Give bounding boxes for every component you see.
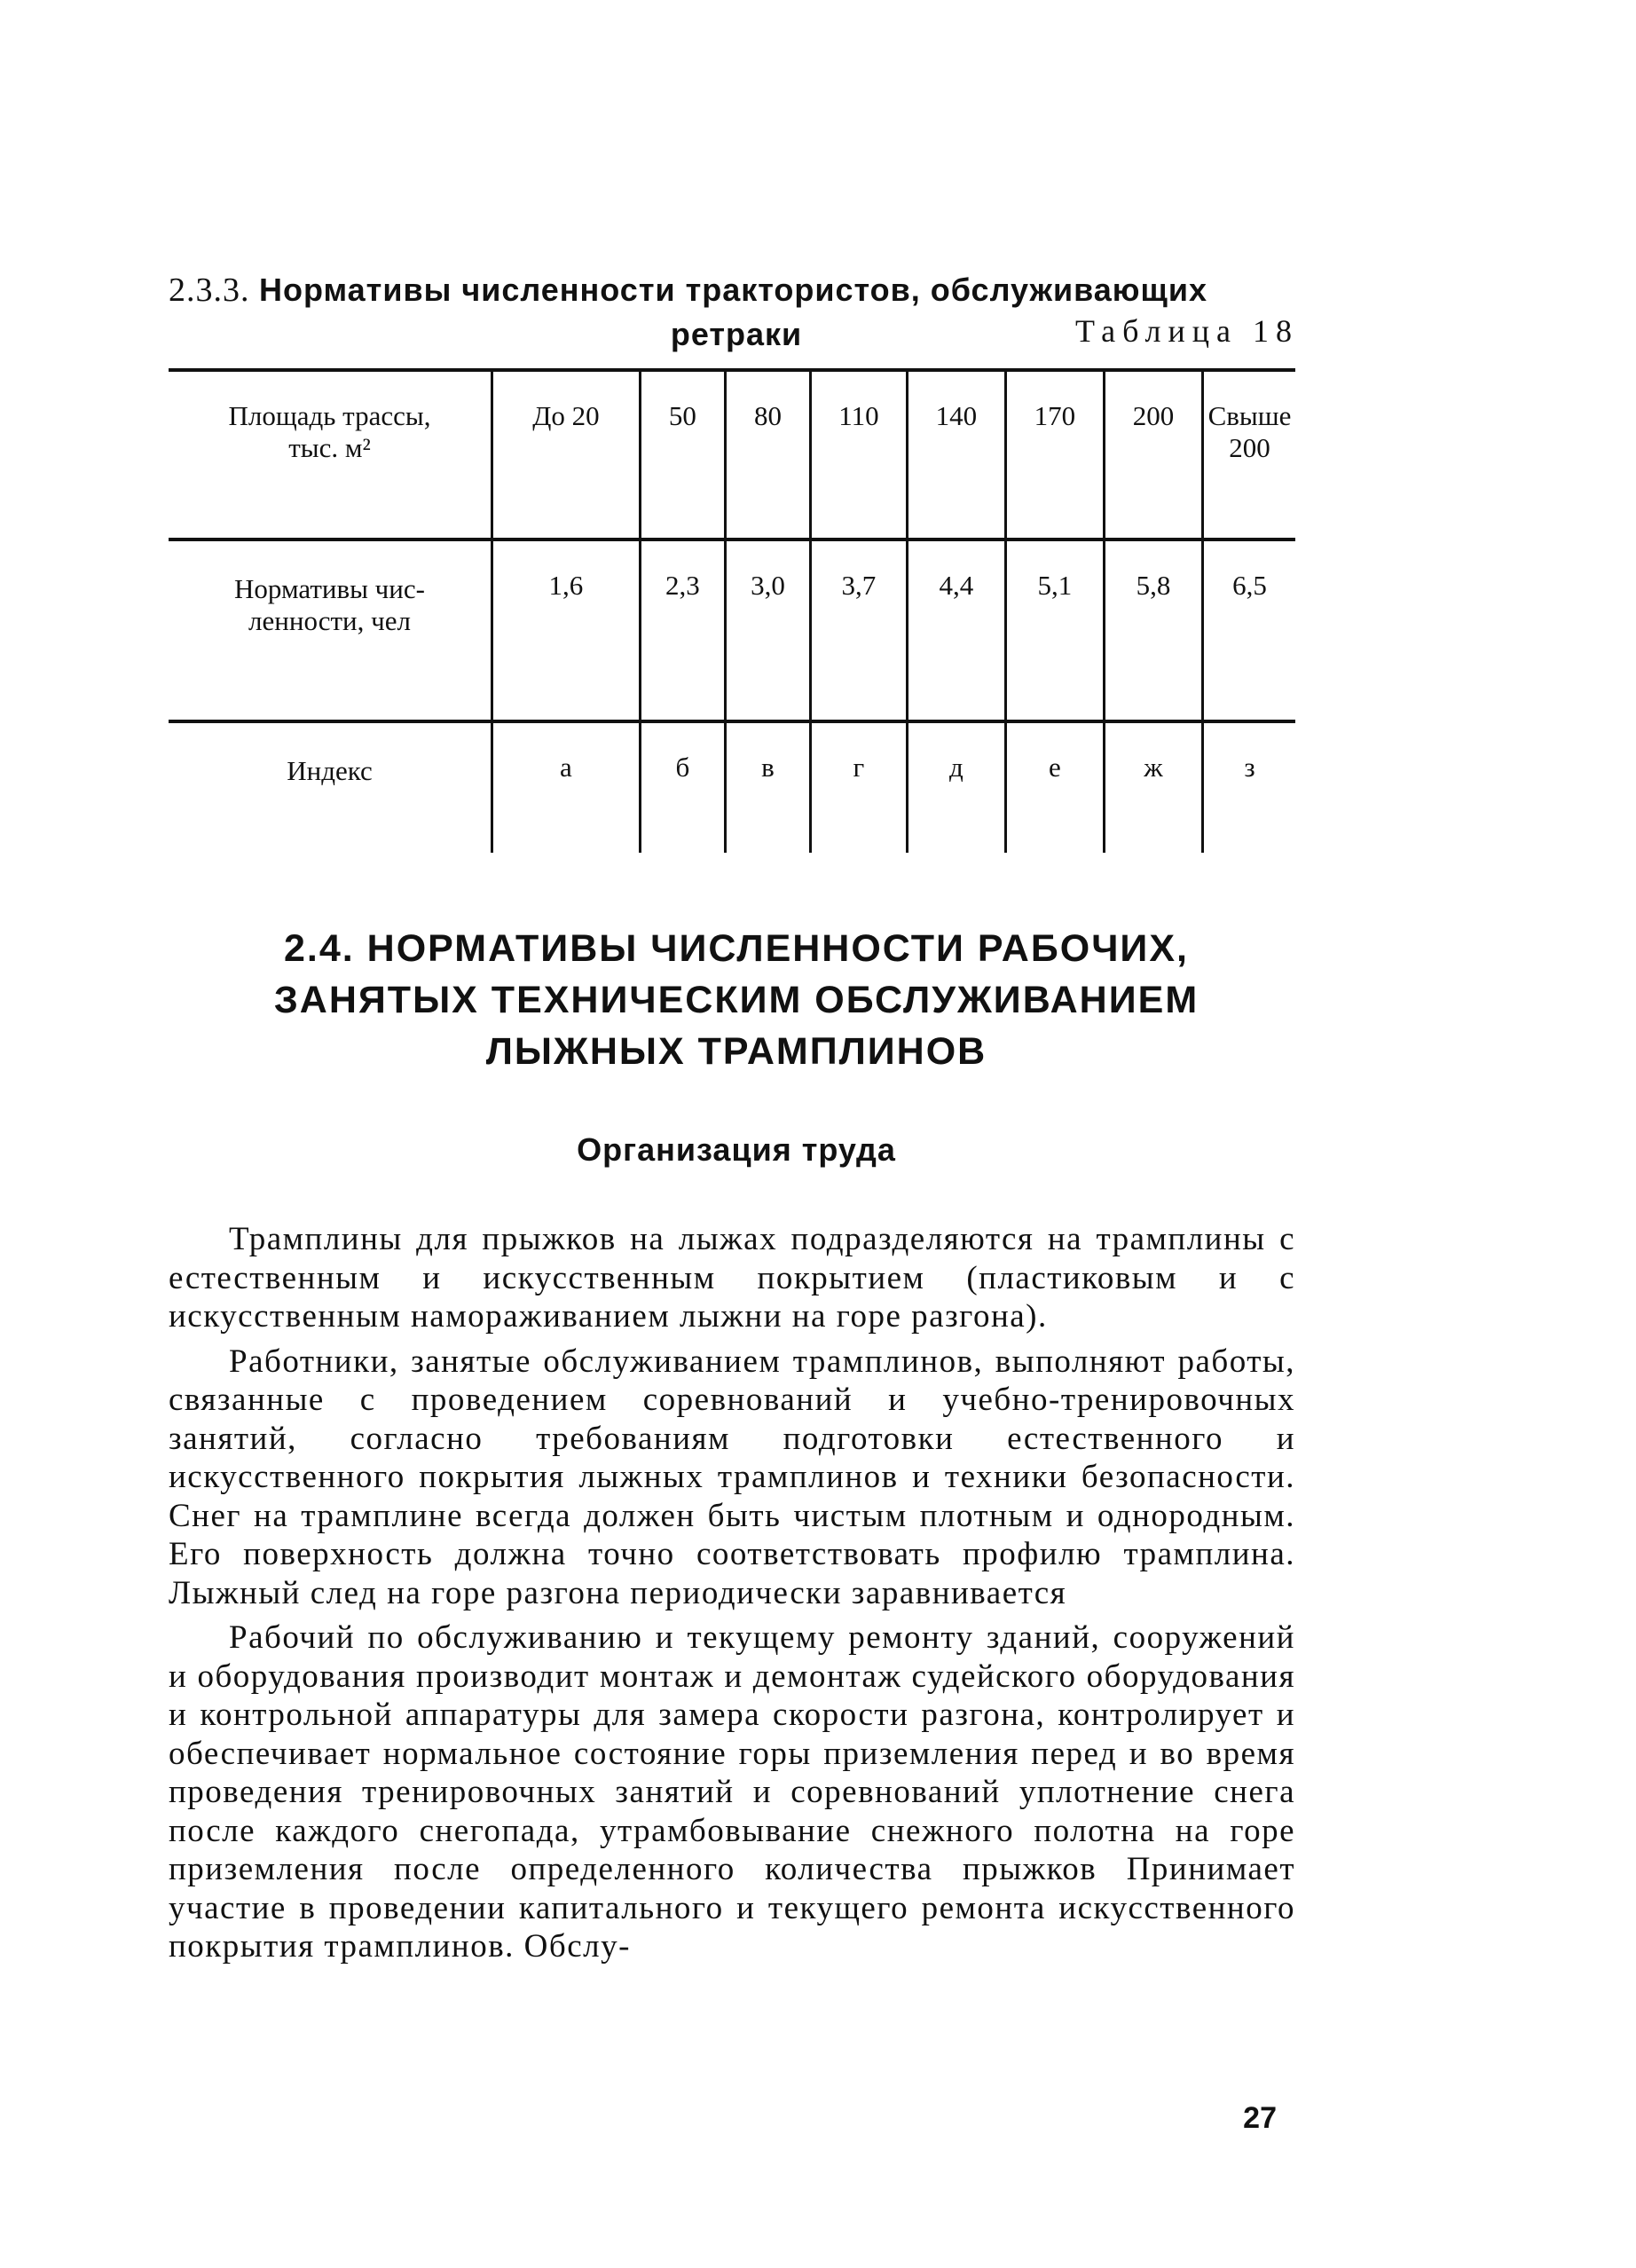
table-cell: До 20 bbox=[492, 370, 641, 539]
table-cell: 140 bbox=[907, 370, 1005, 539]
table-cell: а bbox=[492, 721, 641, 853]
table-cell: 50 bbox=[640, 370, 725, 539]
table-cell: Свыше 200 bbox=[1203, 370, 1296, 539]
row-header-line: Индекс bbox=[287, 755, 373, 786]
table-cell: б bbox=[640, 721, 725, 853]
body-text bbox=[169, 1220, 1295, 1973]
section-number: 2.3.3. bbox=[169, 272, 250, 309]
table-cell: 1,6 bbox=[492, 539, 641, 721]
table-cell: 6,5 bbox=[1203, 539, 1296, 721]
section-title-line1: Нормативы численности трактористов, обслуживающих bbox=[259, 272, 1208, 308]
row-header bbox=[169, 539, 492, 721]
table-cell: 110 bbox=[810, 370, 907, 539]
table-cell: г bbox=[810, 721, 907, 853]
row-header-line: тыс. м² bbox=[288, 432, 371, 463]
table-caption: Таблица 18 bbox=[1075, 313, 1299, 349]
table-row bbox=[169, 539, 1295, 721]
table-cell: 4,4 bbox=[907, 539, 1005, 721]
table-cell: е bbox=[1005, 721, 1104, 853]
table-cell: 5,1 bbox=[1005, 539, 1104, 721]
row-header bbox=[169, 370, 492, 539]
chapter-heading-line3: ЛЫЖНЫХ ТРАМПЛИНОВ bbox=[485, 1030, 987, 1073]
table-cell: 3,0 bbox=[725, 539, 810, 721]
table-cell: 200 bbox=[1104, 370, 1202, 539]
table-cell: 170 bbox=[1005, 370, 1104, 539]
row-header bbox=[169, 721, 492, 853]
table-cell: 5,8 bbox=[1104, 539, 1202, 721]
table-cell: 3,7 bbox=[810, 539, 907, 721]
row-header-line: ленности, чел bbox=[248, 605, 411, 636]
section-title-line2: ретраки bbox=[670, 316, 803, 352]
page-number: 27 bbox=[1243, 2101, 1277, 2135]
chapter-heading-line1: 2.4. НОРМАТИВЫ ЧИСЛЕННОСТИ РАБОЧИХ, bbox=[284, 927, 1189, 970]
table-row bbox=[169, 721, 1295, 853]
table-cell: 80 bbox=[725, 370, 810, 539]
table-cell: в bbox=[725, 721, 810, 853]
chapter-heading-line2: ЗАНЯТЫХ ТЕХНИЧЕСКИМ ОБСЛУЖИВАНИЕМ bbox=[273, 979, 1199, 1021]
table-cell: 2,3 bbox=[640, 539, 725, 721]
paragraph: Рабочий по обслуживанию и текущему ремонту зданий, сооружений и оборудования производит монтаж и демонтаж судейского оборудования и контрольной аппаратуры для замера скорости разгона, контролирует и обеспечивает нормальное состояние горы приземления перед и во время проведения тренировочных занятий и соревнований уплотнение снега после каждого снегопада, утрамбовывание снежного полотна на горе приземления после определенного количества прыжков Принимает участие в проведении капитального и текущего ремонта искусственного покрытия трамплинов. Обслу- bbox=[169, 1619, 1295, 1965]
norms-table bbox=[169, 368, 1295, 853]
row-header-line: Нормативы чис- bbox=[234, 573, 425, 604]
table-row bbox=[169, 370, 1295, 539]
table-cell: з bbox=[1203, 721, 1296, 853]
chapter-heading bbox=[169, 923, 1304, 1077]
paragraph: Трамплины для прыжков на лыжах подразделяются на трамплины с естественным и искусственным покрытием (пластиковым и с искусственным намораживанием лыжни на горе разгона). bbox=[169, 1221, 1295, 1335]
table-cell: д bbox=[907, 721, 1005, 853]
paragraph: Работники, занятые обслуживанием трамплинов, выполняют работы, связанные с проведением соревнований и учебно-тренировочных занятий, согласно требованиям подготовки естественного и искусственного покрытия лыжных трамплинов и техники безопасности. Снег на трамплине всегда должен быть чистым плотным и однородным. Его поверхность должна точно соответствовать профилю трамплина. Лыжный след на горе разгона периодически заравнивается bbox=[169, 1343, 1295, 1611]
table-cell: ж bbox=[1104, 721, 1202, 853]
subheading: Организация труда bbox=[577, 1131, 896, 1168]
row-header-line: Площадь трассы, bbox=[228, 400, 431, 431]
